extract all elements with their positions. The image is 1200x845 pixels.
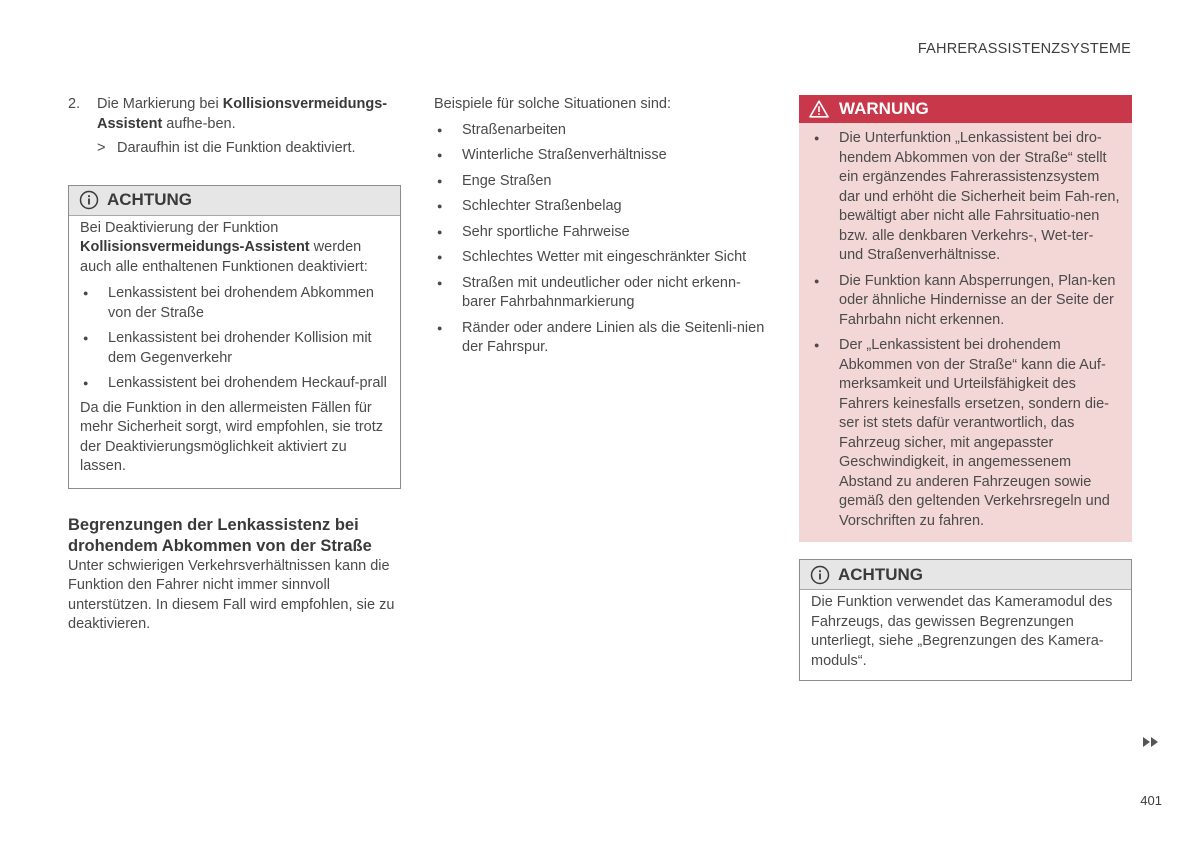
list-item: ● Schlechtes Wetter mit eingeschränkter Sicht (434, 248, 769, 268)
warning-body (799, 123, 1132, 542)
notice-header (800, 560, 1131, 590)
list-item: ● Enge Straßen (434, 172, 769, 192)
notice-text: Die Funktion verwendet das Kameramodul des Fahrzeugs, das gewissen Begrenzungen unterliegt, siehe „Begrenzungen des Kamera-moduls“. (811, 594, 1113, 669)
warning-triangle-icon (809, 100, 829, 118)
info-circle-icon (810, 565, 830, 585)
examples-intro: Beispiele für solche Situationen sind: (434, 96, 671, 112)
list-item: ● Winterliche Straßenverhältnisse (434, 146, 769, 166)
list-item: ● Die Unterfunktion „Lenkassistent bei dro-hendem Abkommen von der Straße“ stellt ein ergänzendes Fahrerassistenzsystem dar und erhöht die Sicherheit beim Fah-ren, bewältigt aber nicht alle Fahrsituatio-nen bzw. alle denkbaren Verkehrs-, Wet-ter- und Straßenverhältnisse. (811, 129, 1120, 266)
result-text: Daraufhin ist die Funktion deaktiviert. (117, 140, 356, 156)
result-marker: > (97, 140, 106, 156)
list-item: ● Der „Lenkassistent bei drohendem Abkommen von der Straße“ kann die Auf-merksamkeit und Urteilsfähigkeit des Fahrers keinesfalls ersetzen, sondern die-ser ist stets dafür verantwortlich, das Fahrzeug sicher, mit angepasster Geschwindigkeit, in angemessenem Abstand zu anderen Fahrzeugen sowie gemäß den geltenden Verkehrsregeln und Vorschriften zu fahren. (811, 336, 1120, 531)
list-item: ● Sehr sportliche Fahrweise (434, 223, 769, 243)
step-result (68, 139, 401, 159)
step-number: 2. (68, 96, 81, 112)
step-text-end: aufhe-ben. (162, 115, 236, 132)
notice-intro (80, 219, 389, 278)
section-heading: Begrenzungen der Lenkassistenz bei drohendem Abkommen von der Straße (68, 515, 372, 555)
notice-body (69, 216, 400, 488)
warning-header (799, 95, 1132, 123)
warning-title: WARNUNG (839, 99, 929, 119)
list-item: ● Lenkassistent bei drohender Kollision mit dem Gegenverkehr (80, 329, 389, 368)
notice-outro: Da die Funktion in den allermeisten Fällen für mehr Sicherheit sorgt, wird empfohlen, sie trotz der Deaktivierungsmöglichkeit aktiviert zu lassen. (80, 399, 384, 474)
page-number: 401 (1140, 793, 1162, 808)
examples-list (434, 121, 769, 358)
double-triangle-right-icon (1140, 735, 1162, 749)
notice-intro-start: Bei Deaktivierung der Funktion (80, 219, 279, 236)
list-item: ● Ränder oder andere Linien als die Seitenli-nien der Fahrspur. (434, 319, 769, 358)
left-column (68, 95, 401, 635)
notice-title: ACHTUNG (107, 190, 192, 210)
step-text (97, 95, 401, 134)
list-item: ● Lenkassistent bei drohendem Heckauf-prall (80, 374, 389, 394)
achtung-notice-deactivation (68, 185, 401, 489)
deactivated-functions-list (80, 284, 389, 394)
notice-title: ACHTUNG (838, 564, 923, 584)
list-item: ● Schlechter Straßenbelag (434, 197, 769, 217)
list-item: ● Straßenarbeiten (434, 121, 769, 141)
step-function-name: Kollisionsvermeidungs-Assistent (97, 96, 388, 132)
info-circle-icon (79, 190, 99, 210)
section-paragraph: Unter schwierigen Verkehrsverhältnissen kann die Funktion den Fahrer nicht immer sinnvoll unterstützen. In diesem Fall wird empfohlen, sie zu deaktivieren. (68, 557, 395, 632)
step-text-start: Die Markierung bei (97, 96, 223, 112)
notice-intro-end: werden auch alle enthaltenen Funktionen deaktiviert: (80, 239, 368, 275)
notice-function-name: Kollisionsvermeidungs-Assistent (80, 239, 310, 255)
middle-column (434, 95, 769, 358)
running-header: FAHRERASSISTENZSYSTEME (917, 41, 1131, 57)
list-item: ● Die Funktion kann Absperrungen, Plan-ken oder ähnliche Hindernisse an der Seite der Fahrbahn nicht erkennen. (811, 272, 1120, 331)
achtung-notice-camera (799, 559, 1132, 681)
warning-list (811, 129, 1120, 531)
notice-header (69, 186, 400, 216)
notice-body (800, 590, 1131, 680)
right-column (799, 95, 1132, 681)
warnung-notice (799, 95, 1132, 542)
procedure-step (68, 95, 401, 134)
list-item: ● Straßen mit undeutlicher oder nicht erkenn-barer Fahrbahnmarkierung (434, 274, 769, 313)
list-item: ● Lenkassistent bei drohendem Abkommen von der Straße (80, 284, 389, 323)
